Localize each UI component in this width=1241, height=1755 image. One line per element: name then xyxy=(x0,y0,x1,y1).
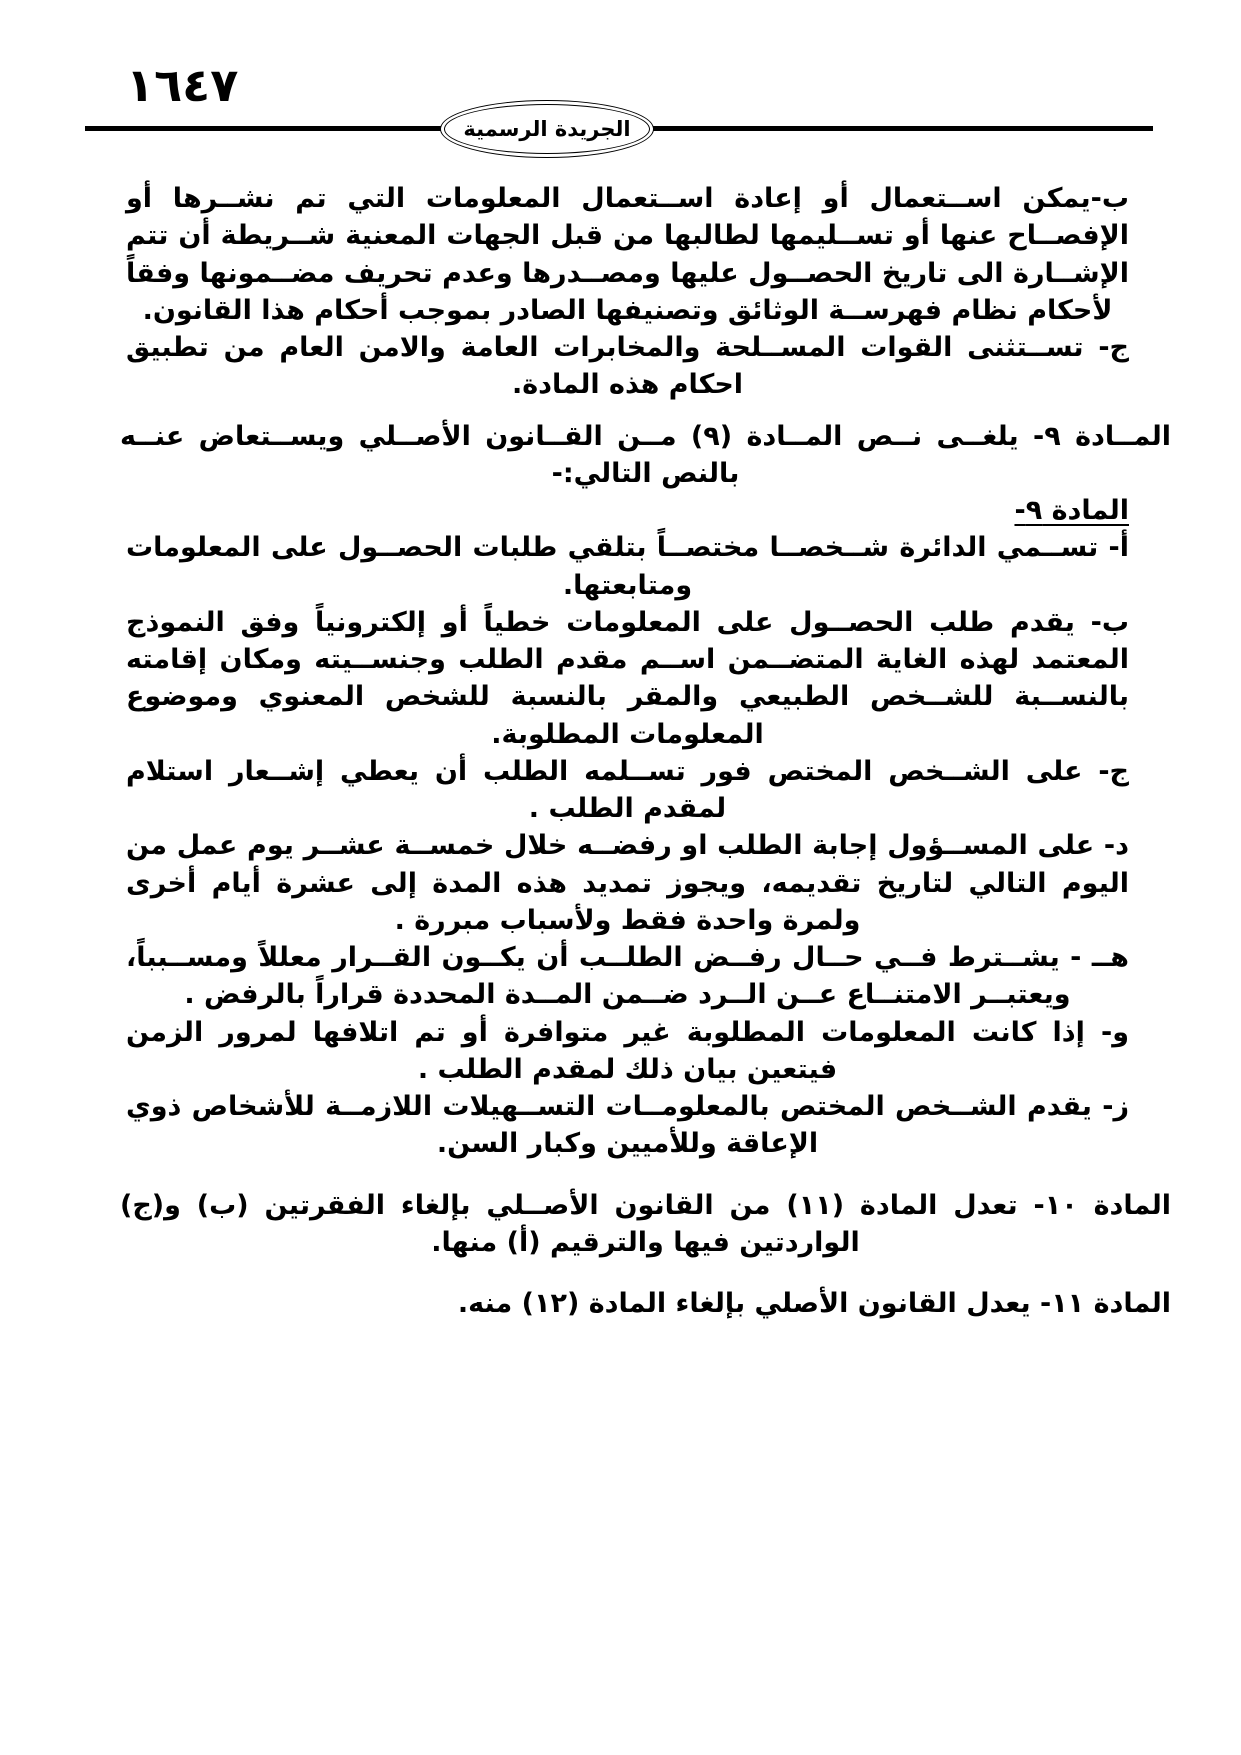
paragraph-item-ba: ب- يقدم طلب الحصــول على المعلومات خطياً أو إلكترونياً وفق النموذج المعتمد لهذه الغاية المتضــمن اســم مقدم الطلب وجنســيته ومكان إقامته بالنســبة للشــخص الطبيعي والمقر بالنسبة للشخص المعنوي وموضوع المعلومات المطلوبة. xyxy=(126,606,1129,750)
paragraph-item-alef: أ- تســمي الدائرة شــخصــا مختصــاً بتلقي طلبات الحصــول على المعلومات ومتابعتها. xyxy=(126,532,1129,601)
article-9-heading-text: المادة ٩- xyxy=(1014,495,1129,526)
paragraph-clause-b: ب-يمكن اســتعمال أو إعادة اســتعمال المعلومات التي تم نشــرها أو الإفصــاح عنها أو تســليمها لطالبها من قبل الجهات المعنية شــريطة أن تتم الإشــارة الى تاريخ الحصــول عليها ومصــدرها وعدم تحريف مضــمونها وفقاً لأحكام نظام فهرســة الوثائق وتصنيفها الصادر بموجب أحكام هذا القانون. xyxy=(126,183,1129,326)
content-area xyxy=(120,180,1171,1322)
paragraph-clause-jeem: ج- تســتثنى القوات المســلحة والمخابرات العامة والامن العام من تطبيق احكام هذه المادة. xyxy=(126,332,1129,401)
paragraph-item-zay: ز- يقدم الشــخص المختص بالمعلومــات التســهيلات اللازمــة للأشخاص ذوي الإعاقة وللأميين وكبار السن. xyxy=(126,1091,1129,1160)
paragraph-item-jeem: ج- على الشــخص المختص فور تســلمه الطلب أن يعطي إشــعار استلام لمقدم الطلب . xyxy=(126,755,1129,824)
gazette-badge-label: الجريدة الرسمية xyxy=(463,117,631,141)
paragraph-article-9-intro: المــادة ٩- يلغــى نــص المــادة (٩) مــن القــانون الأصــلي ويســتعاض عنــه بالنص التالي:- xyxy=(120,420,1171,489)
gazette-badge xyxy=(440,100,654,158)
page-number: ١٦٤٧ xyxy=(126,58,239,112)
article-9-heading xyxy=(126,492,1129,529)
paragraph-article-10: المادة ١٠- تعدل المادة (١١) من القانون الأصــلي بإلغاء الفقرتين (ب) و(ج) الواردتين فيها والترقيم (أ) منها. xyxy=(120,1189,1171,1258)
paragraph-item-waw: و- إذا كانت المعلومات المطلوبة غير متوافرة أو تم اتلافها لمرور الزمن فيتعين بيان ذلك لمقدم الطلب . xyxy=(126,1016,1129,1085)
paragraph-item-ha: هــ - يشــترط فــي حــال رفــض الطلــب أن يكــون القــرار معللاً ومســبباً، ويعتبــر الامتنــاع عــن الــرد ضــمن المــدة المحددة قراراً بالرفض . xyxy=(126,942,1129,1011)
header-rule xyxy=(85,117,1153,141)
paragraph-article-11: المادة ١١- يعدل القانون الأصلي بإلغاء المادة (١٢) منه. xyxy=(457,1288,1171,1319)
paragraph-item-dal: د- على المســؤول إجابة الطلب او رفضــه خلال خمســة عشــر يوم عمل من اليوم التالي لتاريخ تقديمه، ويجوز تمديد هذه المدة إلى عشرة أيام أخرى ولمرة واحدة فقط ولأسباب مبررة . xyxy=(126,830,1129,936)
